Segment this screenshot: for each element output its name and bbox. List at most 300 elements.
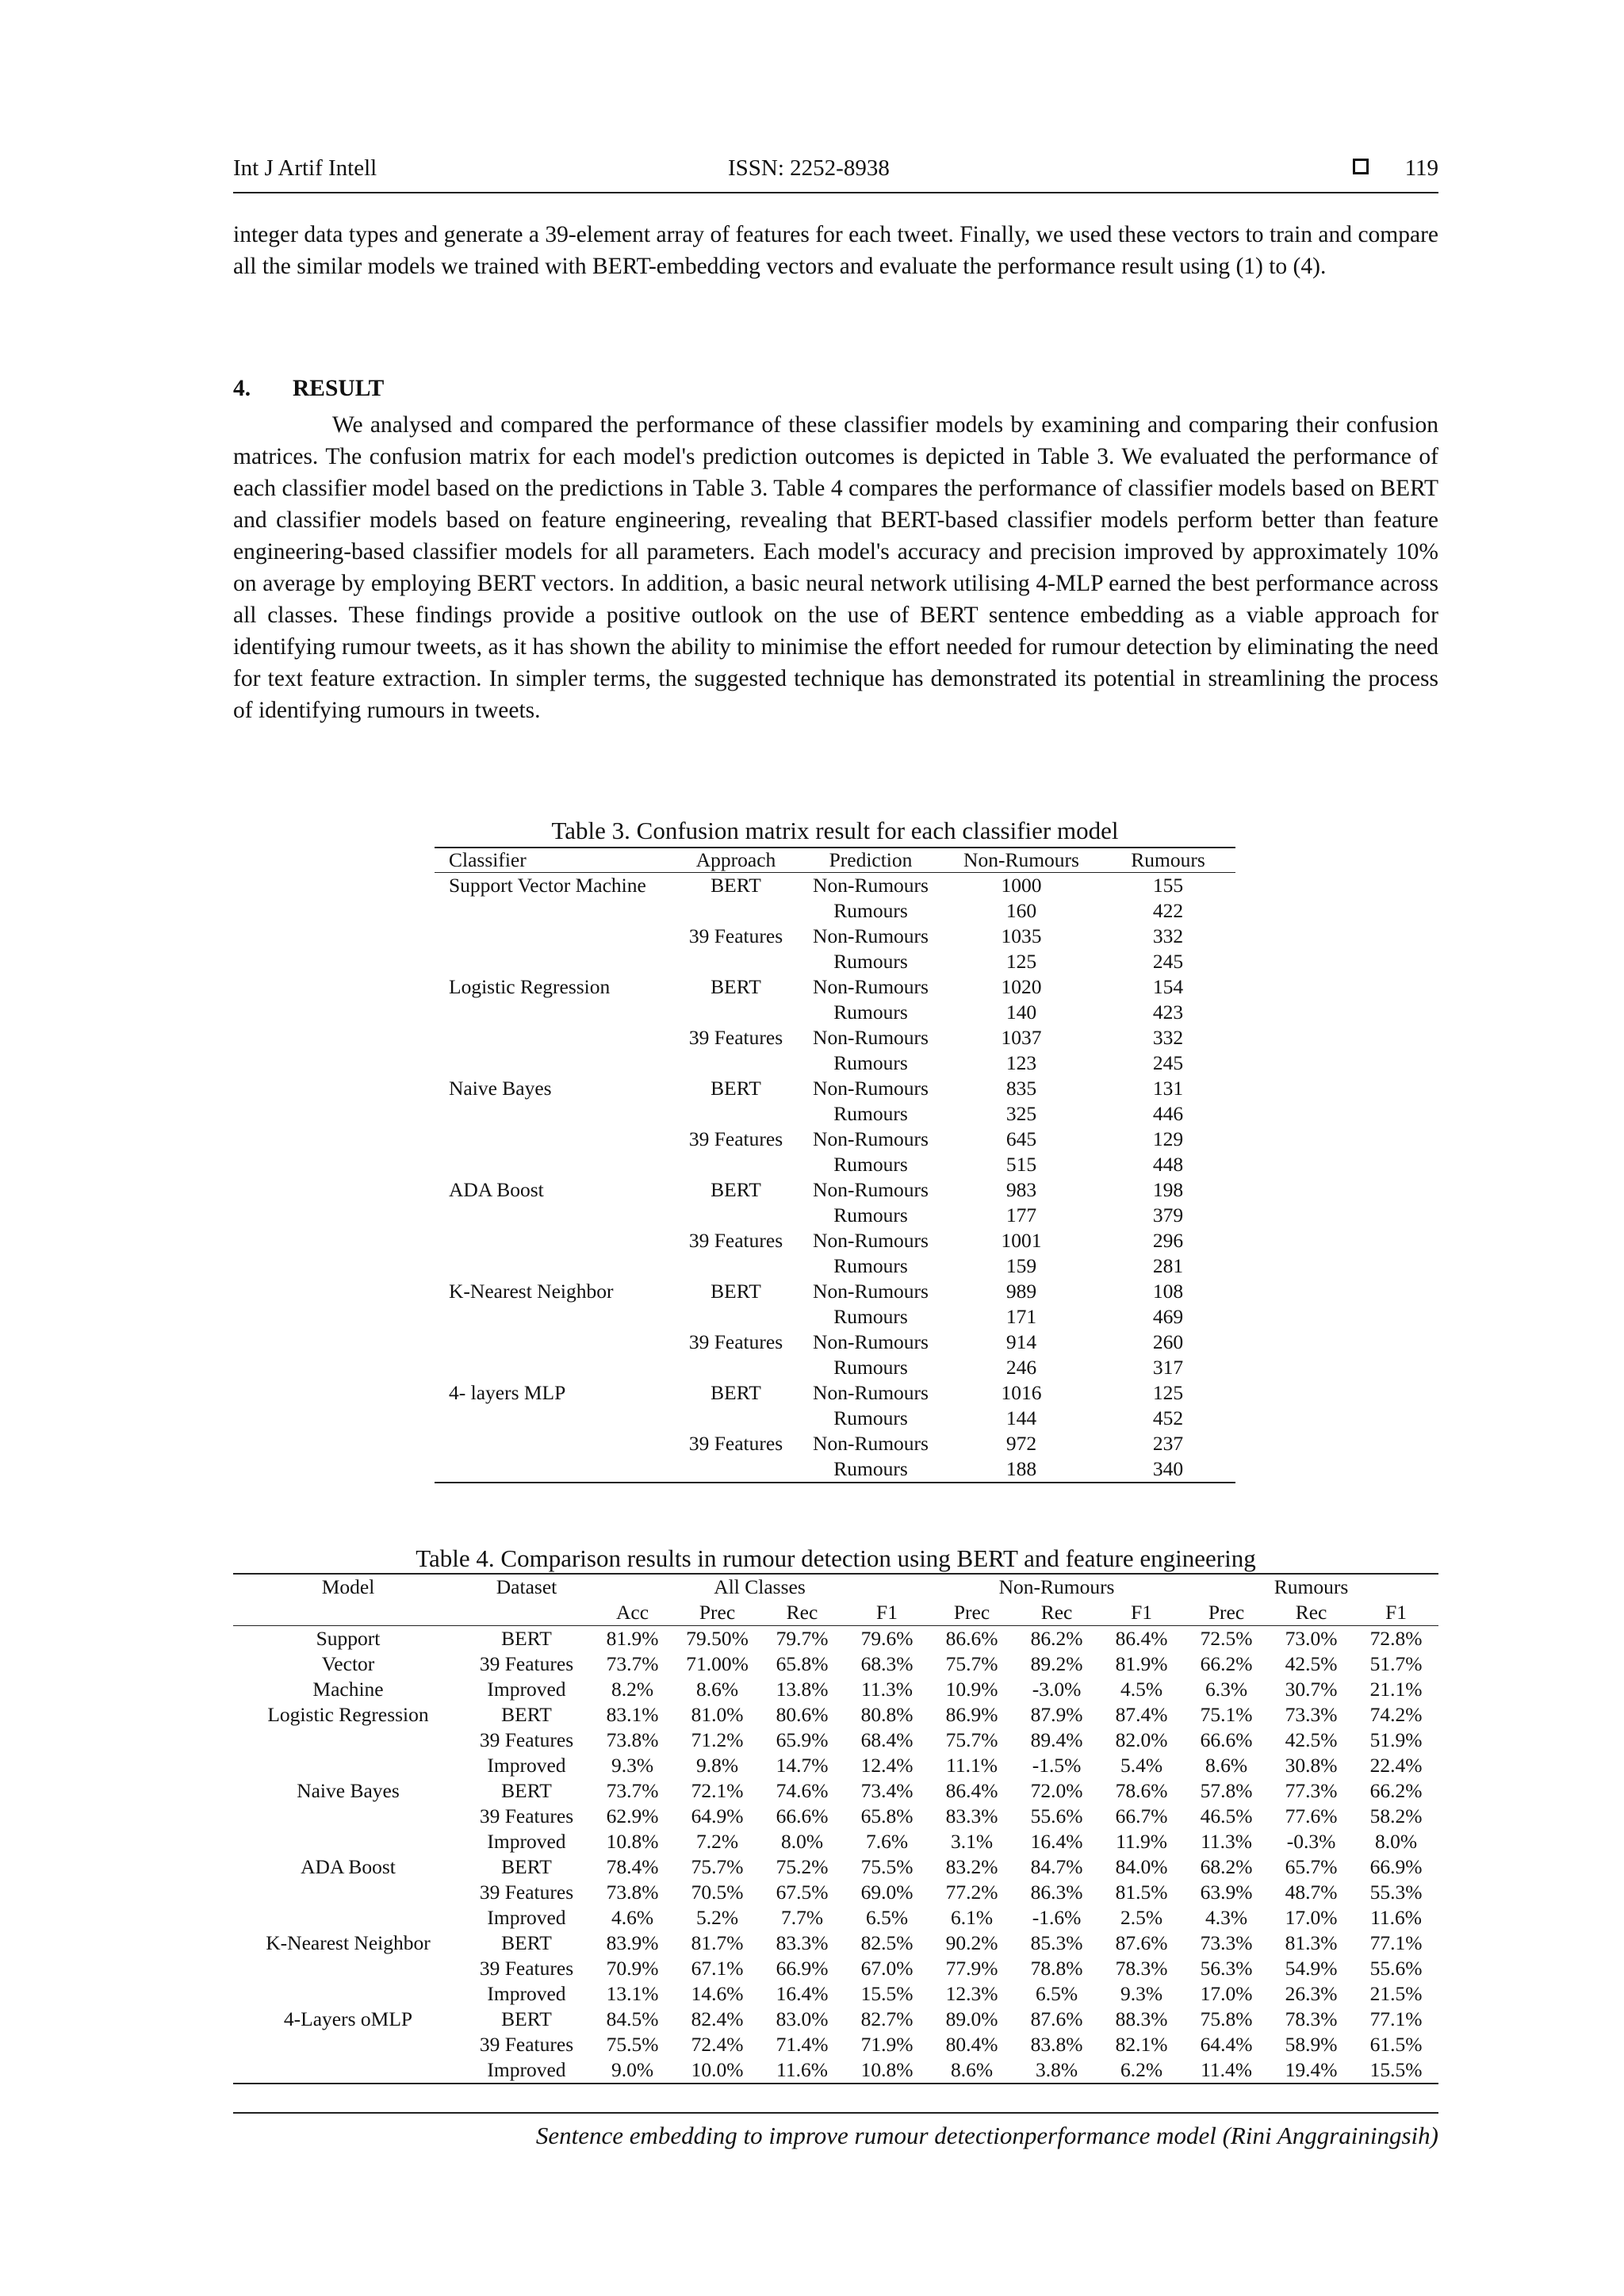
table4-value-cell: 4.3% xyxy=(1205,1906,1248,1929)
table4-value-cell: 15.5% xyxy=(1369,2058,1423,2081)
table4-value-cell: 55.6% xyxy=(1030,1804,1083,1827)
table4-value-cell: 2.5% xyxy=(1120,1906,1163,1929)
table4-value-cell: 78.3% xyxy=(1115,1957,1168,1980)
table3-cell: Rumours xyxy=(833,1051,908,1074)
square-box-icon xyxy=(1353,159,1369,174)
table4-value-cell: 11.4% xyxy=(1201,2058,1252,2081)
table3-cell xyxy=(435,1355,672,1380)
table4-value-cell: 88.3% xyxy=(1115,2007,1168,2030)
table3-cell: 1020 xyxy=(1001,975,1042,998)
table3-cell xyxy=(672,1253,799,1279)
table3-cell: 154 xyxy=(1152,975,1184,998)
table4-model-cell: 4-Layers oMLP xyxy=(283,2007,413,2030)
table4-value-cell: 74.2% xyxy=(1369,1703,1423,1726)
table4-value-cell: 6.3% xyxy=(1205,1678,1248,1701)
table4-value-cell: 75.5% xyxy=(606,2033,659,2056)
table4-value-cell: 10.8% xyxy=(606,1830,659,1853)
table3-cell: 260 xyxy=(1152,1330,1184,1353)
table-row xyxy=(435,1456,1235,1483)
table4-dataset-cell: BERT xyxy=(501,1779,552,1802)
table3-cell: BERT xyxy=(710,1178,761,1201)
table4-value-cell: 8.2% xyxy=(611,1678,654,1701)
table4-value-cell: 14.7% xyxy=(776,1754,829,1777)
table4-subheader-cell: Rec xyxy=(1269,1600,1354,1626)
table3-cell: 245 xyxy=(1152,950,1184,973)
table3-cell: 446 xyxy=(1152,1102,1184,1125)
table3-cell: 177 xyxy=(1005,1203,1037,1226)
table4-value-cell: 21.5% xyxy=(1369,1982,1423,2005)
table3-cell xyxy=(435,949,672,974)
table4-value-cell: 8.0% xyxy=(780,1830,824,1853)
table-row xyxy=(435,1000,1235,1025)
table4-subheader-cell: Acc xyxy=(590,1600,675,1626)
table4-value-cell: 70.5% xyxy=(691,1881,744,1904)
table3-cell: Non-Rumours xyxy=(813,1330,929,1353)
table4-value-cell: 73.3% xyxy=(1200,1931,1253,1954)
table3-cell: Support Vector Machine xyxy=(449,874,646,897)
table3-cell: 39 Features xyxy=(688,1330,783,1353)
table-row xyxy=(435,1203,1235,1228)
table4-value-cell: 5.4% xyxy=(1120,1754,1163,1777)
table4-subheader-cell: Prec xyxy=(929,1600,1014,1626)
table4-subheader-cell: Prec xyxy=(675,1600,760,1626)
page-number: 119 xyxy=(1404,155,1438,181)
table3-cell: Rumours xyxy=(833,1356,908,1379)
table4-value-cell: 3.1% xyxy=(950,1830,994,1853)
table4-value-cell: 6.2% xyxy=(1120,2058,1163,2081)
table4-value-cell: 71.9% xyxy=(860,2033,914,2056)
table4-value-cell: 57.8% xyxy=(1200,1779,1253,1802)
table3-body xyxy=(435,873,1235,1483)
table3-cell xyxy=(672,1050,799,1076)
table4-value-cell: 8.6% xyxy=(695,1678,739,1701)
table3-cell: Rumours xyxy=(833,899,908,922)
table3-cell: 198 xyxy=(1152,1178,1184,1201)
table4-value-cell: 65.7% xyxy=(1285,1855,1338,1878)
table4-value-cell: 19.4% xyxy=(1285,2058,1338,2081)
table3-cell: 317 xyxy=(1152,1356,1184,1379)
table3-cell xyxy=(435,1253,672,1279)
table4-dataset-cell: 39 Features xyxy=(479,1881,574,1904)
table4-value-cell: 72.5% xyxy=(1200,1627,1253,1650)
table4-value-cell: 82.4% xyxy=(691,2007,744,2030)
table4-value-cell: 75.7% xyxy=(691,1855,744,1878)
table3-cell: 1016 xyxy=(1001,1381,1042,1404)
page-number-group xyxy=(1353,155,1438,182)
table3-header-cell: Prediction xyxy=(799,848,942,873)
table4-value-cell: 86.9% xyxy=(945,1703,998,1726)
table4-dataset-cell: BERT xyxy=(501,1703,552,1726)
table4-value-cell: 77.3% xyxy=(1285,1779,1338,1802)
table3-cell: 131 xyxy=(1152,1077,1184,1100)
table3-cell: 129 xyxy=(1152,1127,1184,1150)
table4-subheader-cell: F1 xyxy=(1099,1600,1184,1626)
table4-value-cell: 55.3% xyxy=(1369,1881,1423,1904)
table4-value-cell: 73.0% xyxy=(1285,1627,1338,1650)
table-row xyxy=(233,1854,1438,1880)
table4-value-cell: 4.5% xyxy=(1120,1678,1163,1701)
table3-cell: 144 xyxy=(1005,1406,1037,1429)
table4-value-cell: 84.7% xyxy=(1030,1855,1083,1878)
table3-cell: 155 xyxy=(1152,874,1184,897)
table4-value-cell: 66.2% xyxy=(1200,1652,1253,1675)
table-row xyxy=(435,1177,1235,1203)
table4-value-cell: 74.6% xyxy=(776,1779,829,1802)
table4-value-cell: 72.0% xyxy=(1030,1779,1083,1802)
table4-value-cell: 6.5% xyxy=(865,1906,909,1929)
table4-header-non-rumours: Non-Rumours xyxy=(998,1575,1115,1598)
table4-value-cell: 4.6% xyxy=(611,1906,654,1929)
table3-cell: 325 xyxy=(1005,1102,1037,1125)
table4-value-cell: 11.6% xyxy=(776,2058,828,2081)
table4-value-cell: 65.8% xyxy=(860,1804,914,1827)
table4-group-header-row xyxy=(233,1574,1438,1600)
table3-cell: 39 Features xyxy=(688,1026,783,1049)
table4-dataset-cell: 39 Features xyxy=(479,1804,574,1827)
journal-name: Int J Artif Intell xyxy=(233,155,377,181)
table4-value-cell: 82.0% xyxy=(1115,1728,1168,1751)
table4-value-cell: 71.2% xyxy=(691,1728,744,1751)
table3-cell xyxy=(435,1050,672,1076)
table4-value-cell: 6.1% xyxy=(950,1906,994,1929)
table3-cell: 972 xyxy=(1005,1432,1037,1455)
table3-cell: Rumours xyxy=(833,1153,908,1176)
table4-dataset-cell: Improved xyxy=(487,1982,566,2005)
table3-cell xyxy=(435,1304,672,1330)
table3-cell: BERT xyxy=(710,1381,761,1404)
table3-cell: 452 xyxy=(1152,1406,1184,1429)
table4-value-cell: 21.1% xyxy=(1369,1678,1423,1701)
table3-cell: Logistic Regression xyxy=(449,975,611,998)
table4-value-cell: 86.3% xyxy=(1030,1881,1083,1904)
table3-cell xyxy=(435,1000,672,1025)
table4-value-cell: 67.0% xyxy=(860,1957,914,1980)
table4-dataset-cell: Improved xyxy=(487,1678,566,1701)
table4-dataset-cell: BERT xyxy=(501,1627,552,1650)
table4-value-cell: 73.4% xyxy=(860,1779,914,1802)
table4-value-cell: 51.7% xyxy=(1369,1652,1423,1675)
table4-value-cell: 64.9% xyxy=(691,1804,744,1827)
table4-value-cell: 75.8% xyxy=(1200,2007,1253,2030)
table4-value-cell: 75.2% xyxy=(776,1855,829,1878)
table-row xyxy=(435,1101,1235,1127)
table4-value-cell: 72.1% xyxy=(691,1779,744,1802)
table4-value-cell: 9.0% xyxy=(611,2058,654,2081)
table4-value-cell: 82.5% xyxy=(860,1931,914,1954)
table4-value-cell: 48.7% xyxy=(1285,1881,1338,1904)
table3-cell: BERT xyxy=(710,1077,761,1100)
table4-value-cell: 51.9% xyxy=(1369,1728,1423,1751)
table3-cell: Rumours xyxy=(833,1203,908,1226)
table4-model-cell: Logistic Regression xyxy=(267,1703,429,1726)
table3-cell xyxy=(435,1431,672,1456)
table4-value-cell: 81.7% xyxy=(691,1931,744,1954)
table4-value-cell: 87.4% xyxy=(1115,1703,1168,1726)
table-row xyxy=(435,1025,1235,1050)
paragraph-results: We analysed and compared the performance of these classifier models by examining and comparing their confusion matrices. The confusion matrix for each model's prediction outcomes is depicted in Table 3. We evaluated the performance of each classifier model based on the predictions in Table 3. Table 4 compares the performance of classifier models based on BERT and classifier models based on feature engineering, revealing that BERT-based classifier models perform better than feature engineering-based classifier models for all parameters. Each model's accuracy and precision improved by approximately 10% on average by employing BERT vectors. In addition, a basic neural network utilising 4-MLP earned the best performance across all classes. These findings provide a positive outlook on the use of BERT sentence embedding as a viable approach for identifying rumour tweets, as it has shown the ability to minimise the effort needed for rumour detection by eliminating the need for text feature extraction. In simpler terms, the suggested technique has demonstrated its potential in streamlining the process of identifying rumours in tweets. xyxy=(233,412,1438,723)
table3-cell: 160 xyxy=(1005,899,1037,922)
table3-cell xyxy=(672,1355,799,1380)
table3-cell: 39 Features xyxy=(688,1229,783,1252)
table3-cell: 423 xyxy=(1152,1001,1184,1024)
table4-value-cell: 80.4% xyxy=(945,2033,998,2056)
table3-cell: 1001 xyxy=(1001,1229,1042,1252)
table3-cell: 1000 xyxy=(1001,874,1042,897)
table4-value-cell: 26.3% xyxy=(1285,1982,1338,2005)
table4-value-cell: 84.5% xyxy=(606,2007,659,2030)
table3-cell: Non-Rumours xyxy=(813,924,929,947)
table3-cell: BERT xyxy=(710,1280,761,1303)
table3-cell: 39 Features xyxy=(688,1432,783,1455)
table-row xyxy=(435,974,1235,1000)
table4-subheader-empty xyxy=(233,1600,463,1626)
table3-cell: Non-Rumours xyxy=(813,1127,929,1150)
table3-header-cell: Non-Rumours xyxy=(942,848,1101,873)
table4-value-cell: 6.5% xyxy=(1035,1982,1078,2005)
table3-cell xyxy=(672,1101,799,1127)
table4-value-cell: 86.2% xyxy=(1030,1627,1083,1650)
table3-cell xyxy=(672,1203,799,1228)
table3-cell: 983 xyxy=(1005,1178,1037,1201)
table4-value-cell: 89.0% xyxy=(945,2007,998,2030)
table4-value-cell: 13.8% xyxy=(776,1678,829,1701)
table4-value-cell: 66.6% xyxy=(1200,1728,1253,1751)
table4-value-cell: 22.4% xyxy=(1369,1754,1423,1777)
table4-value-cell: 61.5% xyxy=(1369,2033,1423,2056)
table4-value-cell: 68.4% xyxy=(860,1728,914,1751)
table3-cell: 332 xyxy=(1152,1026,1184,1049)
table3-cell: 39 Features xyxy=(688,1127,783,1150)
table4-value-cell: 73.8% xyxy=(606,1881,659,1904)
table4-value-cell: 66.7% xyxy=(1115,1804,1168,1827)
table4-dataset-cell: BERT xyxy=(501,2007,552,2030)
table4-value-cell: 89.2% xyxy=(1030,1652,1083,1675)
table4-header-model: Model xyxy=(321,1575,375,1598)
table4-value-cell: 72.8% xyxy=(1369,1627,1423,1650)
table4-value-cell: 82.7% xyxy=(860,2007,914,2030)
table4-value-cell: 58.9% xyxy=(1285,2033,1338,2056)
table4-value-cell: 73.7% xyxy=(606,1652,659,1675)
table4-value-cell: 80.6% xyxy=(776,1703,829,1726)
table4-model-cell: Naive Bayes xyxy=(297,1779,400,1802)
section-heading xyxy=(233,376,384,402)
table4-dataset-cell: BERT xyxy=(501,1855,552,1878)
table4-value-cell: 81.5% xyxy=(1115,1881,1168,1904)
table4-value-cell: 63.9% xyxy=(1200,1881,1253,1904)
table4-value-cell: 10.0% xyxy=(691,2058,744,2081)
table4-value-cell: 69.0% xyxy=(860,1881,914,1904)
table-row xyxy=(435,1380,1235,1406)
table4-value-cell: 81.9% xyxy=(1115,1652,1168,1675)
table-row xyxy=(435,949,1235,974)
table4-value-cell: 87.6% xyxy=(1115,1931,1168,1954)
table4-value-cell: 11.3% xyxy=(861,1678,913,1701)
table4-value-cell: 7.6% xyxy=(865,1830,909,1853)
table4-value-cell: 75.7% xyxy=(945,1728,998,1751)
table4-subheader-row xyxy=(233,1600,1438,1626)
table4-value-cell: 9.3% xyxy=(1120,1982,1163,2005)
table4-value-cell: 75.5% xyxy=(860,1855,914,1878)
table4-value-cell: 7.7% xyxy=(780,1906,824,1929)
table4-value-cell: -1.6% xyxy=(1032,1906,1082,1929)
table-row xyxy=(435,1253,1235,1279)
table4-subheader-empty xyxy=(463,1600,590,1626)
table4-dataset-cell: 39 Features xyxy=(479,1728,574,1751)
table4-value-cell: 7.2% xyxy=(695,1830,739,1853)
table4-value-cell: 14.6% xyxy=(691,1982,744,2005)
table4-value-cell: 82.1% xyxy=(1115,2033,1168,2056)
table4-value-cell: 83.8% xyxy=(1030,2033,1083,2056)
table-row xyxy=(435,1152,1235,1177)
table3-cell xyxy=(672,1304,799,1330)
table4-value-cell: 30.8% xyxy=(1285,1754,1338,1777)
table4-value-cell: 79.6% xyxy=(860,1627,914,1650)
table3-cell xyxy=(435,1025,672,1050)
table4-value-cell: 86.4% xyxy=(1115,1627,1168,1650)
table3-cell: BERT xyxy=(710,874,761,897)
table4-value-cell: 10.9% xyxy=(945,1678,998,1701)
table4-value-cell: 81.0% xyxy=(691,1703,744,1726)
table4-value-cell: -1.5% xyxy=(1032,1754,1082,1777)
table4-value-cell: 87.6% xyxy=(1030,2007,1083,2030)
table3-cell: Rumours xyxy=(833,1001,908,1024)
table4-value-cell: 70.9% xyxy=(606,1957,659,1980)
table4-value-cell: 83.2% xyxy=(945,1855,998,1878)
section-number: 4. xyxy=(233,376,251,401)
table4-value-cell: 42.5% xyxy=(1285,1652,1338,1675)
table4-value-cell: 78.6% xyxy=(1115,1779,1168,1802)
table4-value-cell: 65.8% xyxy=(776,1652,829,1675)
table4-value-cell: 81.3% xyxy=(1285,1931,1338,1954)
table4-value-cell: 66.6% xyxy=(776,1804,829,1827)
table4-dataset-cell: BERT xyxy=(501,1931,552,1954)
table3-cell xyxy=(672,898,799,924)
table-row xyxy=(435,1076,1235,1101)
table4-value-cell: 11.6% xyxy=(1370,1906,1422,1929)
table3-cell: 125 xyxy=(1005,950,1037,973)
table3-cell: 835 xyxy=(1005,1077,1037,1100)
table4-dataset-cell: 39 Features xyxy=(479,1957,574,1980)
table3-cell: 4- layers MLP xyxy=(449,1381,566,1404)
table4-dataset-cell: Improved xyxy=(487,1830,566,1853)
table4-value-cell: 79.50% xyxy=(686,1627,749,1650)
table4-value-cell: 68.3% xyxy=(860,1652,914,1675)
table3-cell: Non-Rumours xyxy=(813,1432,929,1455)
table4-value-cell: 62.9% xyxy=(606,1804,659,1827)
table3-cell: 246 xyxy=(1005,1356,1037,1379)
table4-value-cell: 86.4% xyxy=(945,1779,998,1802)
table4-value-cell: 83.3% xyxy=(776,1931,829,1954)
table3-cell: Rumours xyxy=(833,1254,908,1277)
table4-value-cell: 8.0% xyxy=(1374,1830,1418,1853)
table4-value-cell: 8.6% xyxy=(1205,1754,1248,1777)
table4-value-cell: 83.9% xyxy=(606,1931,659,1954)
table4-value-cell: 12.4% xyxy=(860,1754,914,1777)
table-row xyxy=(435,1050,1235,1076)
table-row xyxy=(435,1330,1235,1355)
table4-value-cell: 11.9% xyxy=(1116,1830,1167,1853)
table-row xyxy=(435,1406,1235,1431)
table3-cell: Non-Rumours xyxy=(813,1229,929,1252)
table4-value-cell: 73.3% xyxy=(1285,1703,1338,1726)
table3-cell: 1037 xyxy=(1001,1026,1042,1049)
table-row xyxy=(435,924,1235,949)
issn: ISSN: 2252-8938 xyxy=(728,155,890,181)
table4-value-cell: 83.3% xyxy=(945,1804,998,1827)
table4-value-cell: 11.1% xyxy=(946,1754,998,1777)
table4-value-cell: 78.8% xyxy=(1030,1957,1083,1980)
table3-cell xyxy=(435,1152,672,1177)
table4-value-cell: 72.4% xyxy=(691,2033,744,2056)
table3-cell xyxy=(672,1152,799,1177)
table3-cell: 422 xyxy=(1152,899,1184,922)
table4-value-cell: 13.1% xyxy=(606,1982,659,2005)
table4-value-cell: 66.9% xyxy=(1369,1855,1423,1878)
table4-model-cell: Support Vector Machine xyxy=(312,1627,384,1701)
table3-cell: Naive Bayes xyxy=(449,1077,552,1100)
table4-value-cell: 75.7% xyxy=(945,1652,998,1675)
table4-value-cell: 81.9% xyxy=(606,1627,659,1650)
table4-value-cell: 79.7% xyxy=(776,1627,829,1650)
table4-value-cell: 17.0% xyxy=(1200,1982,1253,2005)
table4-body xyxy=(233,1626,1438,2084)
table3-cell xyxy=(435,924,672,949)
running-footer: Sentence embedding to improve rumour detectionperformance model (Rini Anggrainingsih) xyxy=(233,2112,1438,2150)
table-row xyxy=(435,1228,1235,1253)
table3-cell: Non-Rumours xyxy=(813,1178,929,1201)
table3-cell xyxy=(435,898,672,924)
running-header xyxy=(233,155,1438,193)
table4-dataset-cell: 39 Features xyxy=(479,1652,574,1675)
table3-cell: 914 xyxy=(1005,1330,1037,1353)
table4-value-cell: 83.1% xyxy=(606,1703,659,1726)
table3-cell xyxy=(435,1406,672,1431)
table4-value-cell: 16.4% xyxy=(776,1982,829,2005)
table4-subheader-cell: Rec xyxy=(1014,1600,1099,1626)
table4-header-dataset: Dataset xyxy=(496,1575,557,1598)
table4-caption: Table 4. Comparison results in rumour detection using BERT and feature engineering xyxy=(416,1544,1256,1572)
table3-cell: Rumours xyxy=(833,1102,908,1125)
table3-cell: 332 xyxy=(1152,924,1184,947)
table-row xyxy=(233,2007,1438,2032)
table3-cell xyxy=(435,1101,672,1127)
table4-model-cell: ADA Boost xyxy=(301,1855,396,1878)
table4-value-cell: 78.3% xyxy=(1285,2007,1338,2030)
table4-subheader-cell: Prec xyxy=(1184,1600,1269,1626)
table4-value-cell: 86.6% xyxy=(945,1627,998,1650)
table4-value-cell: 77.1% xyxy=(1369,1931,1423,1954)
table4-value-cell: 15.5% xyxy=(860,1982,914,2005)
table4-dataset-cell: Improved xyxy=(487,2058,566,2081)
table3-cell: 379 xyxy=(1152,1203,1184,1226)
table3-cell: 171 xyxy=(1005,1305,1037,1328)
table3-cell: ADA Boost xyxy=(449,1178,544,1201)
table3-cell xyxy=(672,1456,799,1483)
table4-value-cell: 11.3% xyxy=(1201,1830,1252,1853)
table3-cell: Non-Rumours xyxy=(813,1381,929,1404)
table3-cell: 469 xyxy=(1152,1305,1184,1328)
table-row xyxy=(435,1431,1235,1456)
table3-cell: 245 xyxy=(1152,1051,1184,1074)
table4-value-cell: 85.3% xyxy=(1030,1931,1083,1954)
table4-value-cell: 9.8% xyxy=(695,1754,739,1777)
table-row xyxy=(435,898,1235,924)
table3-header-row xyxy=(435,848,1235,873)
table3-header-cell: Approach xyxy=(672,848,799,873)
table4-comparison xyxy=(233,1573,1438,2084)
table4-value-cell: 64.4% xyxy=(1200,2033,1253,2056)
table4-dataset-cell: Improved xyxy=(487,1754,566,1777)
